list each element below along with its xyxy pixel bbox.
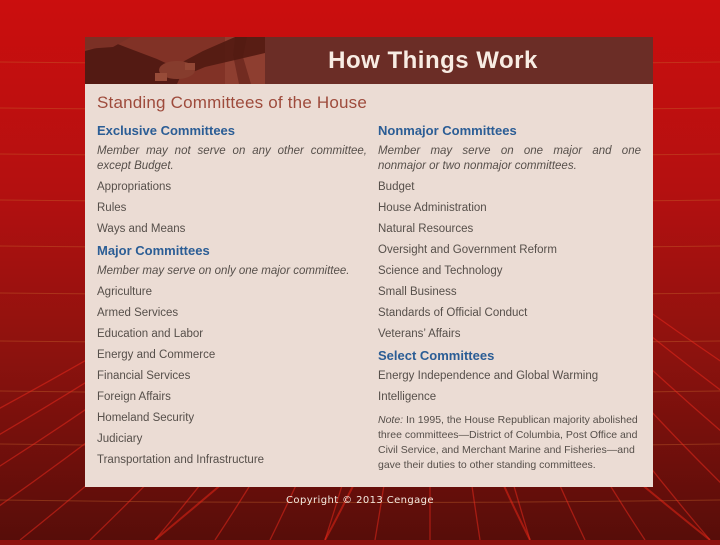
committee-group-header: Nonmajor Committees	[378, 123, 517, 138]
committee-item: Veterans’ Affairs	[378, 328, 461, 340]
committee-rule-text: Member may not serve on any other committee, except Budget.	[97, 145, 367, 172]
footnote: Note: In 1995, the House Republican majority abolished three committees—District of Columbia, Post Office and Civil Service, and Merchant Marine and Fisheries—and gave their duties to other standing committees.	[378, 414, 638, 471]
handshake-photo	[85, 37, 265, 84]
committee-item: Budget	[378, 181, 415, 193]
committee-rule-text: Member may serve on only one major committee.	[97, 265, 350, 277]
committee-rule-text: Member may serve on one major and one nonmajor or two nonmajor committees.	[378, 145, 641, 172]
committee-item: Oversight and Government Reform	[378, 244, 557, 256]
committee-item: Energy and Commerce	[97, 349, 216, 361]
committee-item: Transportation and Infrastructure	[97, 454, 265, 466]
committee-item: Financial Services	[97, 370, 191, 382]
committee-item: Ways and Means	[97, 223, 186, 235]
handshake-image-graphic	[85, 37, 265, 84]
main-heading: Standing Committees of the House	[97, 93, 368, 112]
left-column	[97, 123, 367, 474]
note-prefix: Note:	[378, 414, 404, 426]
copyright-text: Copyright © 2013 Cengage	[286, 495, 434, 506]
committee-item: Science and Technology	[378, 265, 503, 277]
committee-item: Rules	[97, 202, 127, 214]
committee-item: Armed Services	[97, 307, 179, 319]
committee-group-header: Major Committees	[97, 243, 210, 258]
slide-card	[85, 37, 653, 487]
committee-item: Natural Resources	[378, 223, 474, 235]
committee-group-header: Select Committees	[378, 348, 495, 363]
slide-content	[85, 84, 653, 474]
committee-item: Energy Independence and Global Warming	[378, 370, 599, 382]
committee-item: House Administration	[378, 202, 487, 214]
committee-group-header: Exclusive Committees	[97, 123, 236, 138]
right-column	[378, 123, 641, 474]
committee-item: Judiciary	[97, 433, 143, 445]
committee-item: Appropriations	[97, 181, 172, 193]
committee-item: Agriculture	[97, 286, 152, 298]
committee-item: Homeland Security	[97, 412, 195, 424]
committee-item: Intelligence	[378, 391, 437, 403]
committee-item: Standards of Official Conduct	[378, 307, 528, 319]
committee-item: Foreign Affairs	[97, 391, 171, 403]
committee-item: Education and Labor	[97, 328, 204, 340]
slide-title: How Things Work	[328, 46, 538, 74]
committee-item: Small Business	[378, 286, 457, 298]
slide-header-band	[85, 37, 653, 84]
